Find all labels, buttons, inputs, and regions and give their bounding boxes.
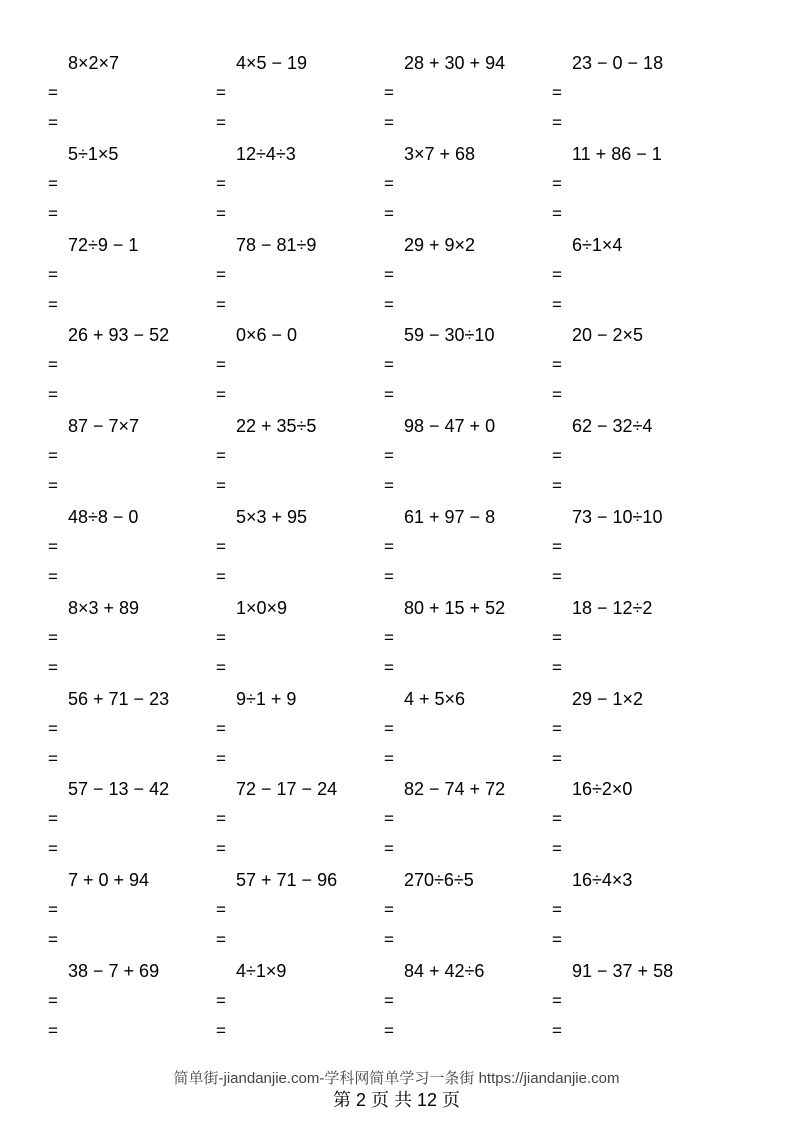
problem-item — [552, 870, 720, 961]
problem-item — [216, 144, 384, 235]
equals-sign: = — [552, 355, 562, 375]
equals-sign: = — [384, 839, 394, 859]
equals-sign: = — [384, 567, 394, 586]
problem-expression: 80 + 15 + 52 — [404, 597, 506, 618]
equals-sign: = — [216, 809, 226, 829]
problem-expression: 4÷1×9 — [236, 961, 287, 981]
equals-sign: = — [216, 930, 226, 950]
problem-expression: 38 − 7 + 69 — [68, 961, 160, 981]
problem-expression: 6÷1×4 — [572, 234, 623, 255]
problem-item — [552, 144, 720, 235]
problem-item — [216, 416, 384, 507]
problem-item — [552, 598, 720, 689]
equals-sign: = — [48, 476, 58, 496]
equals-sign: = — [552, 930, 562, 950]
problem-expression: 57 + 71 − 96 — [236, 870, 338, 891]
equals-sign: = — [384, 264, 394, 284]
problem-expression: 57 − 13 − 42 — [68, 779, 170, 800]
equals-sign: = — [384, 1021, 394, 1040]
problem-expression: 26 + 93 − 52 — [68, 325, 170, 346]
problem-item — [48, 144, 216, 235]
problem-item — [384, 53, 552, 144]
equals-sign: = — [48, 264, 58, 284]
equals-sign: = — [48, 446, 58, 466]
problem-item — [384, 689, 552, 780]
equals-sign: = — [216, 537, 226, 556]
problem-item — [552, 416, 720, 507]
problem-expression: 28 + 30 + 94 — [404, 53, 506, 73]
problem-expression: 78 − 81÷9 — [236, 234, 317, 255]
equals-sign: = — [384, 900, 394, 920]
equals-sign: = — [552, 476, 562, 496]
problem-expression: 4×5 − 19 — [236, 53, 308, 73]
equals-sign: = — [216, 657, 226, 677]
equals-sign: = — [48, 1021, 58, 1040]
equals-sign: = — [216, 476, 226, 496]
equals-sign: = — [552, 294, 562, 314]
equals-sign: = — [48, 930, 58, 950]
problem-item — [216, 689, 384, 780]
equals-sign: = — [384, 930, 394, 950]
problem-expression: 9÷1 + 9 — [236, 688, 297, 709]
equals-sign: = — [216, 83, 226, 102]
problem-expression: 16÷4×3 — [572, 870, 633, 891]
problem-expression: 1×0×9 — [236, 597, 288, 618]
equals-sign: = — [216, 748, 226, 768]
equals-sign: = — [216, 991, 226, 1010]
problem-item — [384, 961, 552, 1052]
equals-sign: = — [552, 900, 562, 920]
equals-sign: = — [216, 264, 226, 284]
problem-expression: 29 − 1×2 — [572, 688, 644, 709]
problem-expression: 8×3 + 89 — [68, 597, 140, 618]
equals-sign: = — [552, 567, 562, 586]
equals-sign: = — [48, 809, 58, 829]
problem-expression: 61 + 97 − 8 — [404, 507, 496, 527]
equals-sign: = — [552, 657, 562, 677]
equals-sign: = — [384, 355, 394, 375]
equals-sign: = — [384, 203, 394, 223]
equals-sign: = — [384, 113, 394, 132]
problem-item — [216, 507, 384, 598]
equals-sign: = — [48, 203, 58, 223]
problem-item — [216, 53, 384, 144]
problem-item — [48, 598, 216, 689]
equals-sign: = — [216, 718, 226, 738]
problem-item — [216, 598, 384, 689]
problem-expression: 20 − 2×5 — [572, 325, 644, 346]
problem-expression: 0×6 − 0 — [236, 325, 298, 346]
problem-item — [552, 507, 720, 598]
footer-source-text: 简单街-jiandanjie.com-学科网简单学习一条街 https://jiandanjie.com — [173, 1070, 620, 1087]
equals-sign: = — [384, 809, 394, 829]
problem-expression: 16÷2×0 — [572, 779, 633, 800]
equals-sign: = — [552, 537, 562, 556]
equals-sign: = — [48, 83, 58, 102]
problem-item — [384, 325, 552, 416]
equals-sign: = — [216, 900, 226, 920]
problem-expression: 5×3 + 95 — [236, 507, 308, 527]
problem-item — [384, 598, 552, 689]
equals-sign: = — [48, 385, 58, 405]
problem-item — [48, 53, 216, 144]
equals-sign: = — [48, 839, 58, 859]
equals-sign: = — [48, 627, 58, 647]
equals-sign: = — [384, 537, 394, 556]
problem-expression: 84 + 42÷6 — [404, 961, 485, 981]
problem-expression: 12÷4÷3 — [236, 143, 296, 164]
equals-sign: = — [552, 83, 562, 102]
equals-sign: = — [384, 446, 394, 466]
equals-sign: = — [552, 718, 562, 738]
problem-item — [384, 779, 552, 870]
problem-item — [216, 779, 384, 870]
equals-sign: = — [384, 83, 394, 102]
problem-item — [552, 235, 720, 326]
problem-item — [552, 779, 720, 870]
equals-sign: = — [384, 385, 394, 405]
problem-item — [48, 689, 216, 780]
equals-sign: = — [552, 627, 562, 647]
equals-sign: = — [48, 718, 58, 738]
problem-expression: 29 + 9×2 — [404, 234, 476, 255]
equals-sign: = — [48, 355, 58, 375]
problem-expression: 72 − 17 − 24 — [236, 779, 338, 800]
problem-expression: 5÷1×5 — [68, 143, 119, 164]
problem-expression: 56 + 71 − 23 — [68, 688, 170, 709]
equals-sign: = — [384, 476, 394, 496]
problem-item — [48, 325, 216, 416]
equals-sign: = — [552, 385, 562, 405]
problem-expression: 23 − 0 − 18 — [572, 53, 664, 73]
equals-sign: = — [48, 748, 58, 768]
problem-item — [552, 961, 720, 1052]
equals-sign: = — [552, 991, 562, 1010]
equals-sign: = — [384, 173, 394, 193]
equals-sign: = — [384, 657, 394, 677]
equals-sign: = — [552, 1021, 562, 1040]
equals-sign: = — [384, 294, 394, 314]
equals-sign: = — [384, 627, 394, 647]
problem-expression: 18 − 12÷2 — [572, 597, 653, 618]
equals-sign: = — [552, 113, 562, 132]
problem-expression: 59 − 30÷10 — [404, 325, 495, 346]
problem-item — [216, 235, 384, 326]
problem-expression: 22 + 35÷5 — [236, 416, 317, 437]
equals-sign: = — [384, 748, 394, 768]
equals-sign: = — [48, 900, 58, 920]
problem-item — [48, 507, 216, 598]
equals-sign: = — [216, 385, 226, 405]
problem-expression: 48÷8 − 0 — [68, 507, 139, 527]
problem-expression: 87 − 7×7 — [68, 416, 140, 437]
equals-sign: = — [216, 173, 226, 193]
equals-sign: = — [552, 264, 562, 284]
equals-sign: = — [48, 991, 58, 1010]
equals-sign: = — [216, 1021, 226, 1040]
equals-sign: = — [552, 839, 562, 859]
equals-sign: = — [48, 113, 58, 132]
problem-expression: 82 − 74 + 72 — [404, 779, 506, 800]
problem-item — [384, 144, 552, 235]
problem-item — [48, 870, 216, 961]
problem-item — [48, 416, 216, 507]
equals-sign: = — [216, 203, 226, 223]
problem-item — [48, 235, 216, 326]
problem-item — [552, 325, 720, 416]
problem-item — [384, 235, 552, 326]
equals-sign: = — [384, 718, 394, 738]
equals-sign: = — [552, 446, 562, 466]
equals-sign: = — [552, 748, 562, 768]
problem-expression: 91 − 37 + 58 — [572, 961, 674, 981]
equals-sign: = — [48, 173, 58, 193]
problem-expression: 270÷6÷5 — [404, 870, 474, 891]
problem-expression: 98 − 47 + 0 — [404, 416, 496, 437]
equals-sign: = — [216, 567, 226, 586]
equals-sign: = — [216, 627, 226, 647]
problem-item — [384, 416, 552, 507]
problem-item — [216, 961, 384, 1052]
equals-sign: = — [552, 173, 562, 193]
problem-item — [384, 870, 552, 961]
problem-item — [48, 779, 216, 870]
problem-item — [552, 53, 720, 144]
equals-sign: = — [216, 839, 226, 859]
equals-sign: = — [216, 446, 226, 466]
problem-item — [216, 870, 384, 961]
problem-expression: 62 − 32÷4 — [572, 416, 653, 437]
problem-expression: 7 + 0 + 94 — [68, 870, 150, 891]
equals-sign: = — [48, 567, 58, 586]
equals-sign: = — [216, 113, 226, 132]
problem-item — [384, 507, 552, 598]
problem-item — [48, 961, 216, 1052]
equals-sign: = — [216, 355, 226, 375]
equals-sign: = — [552, 809, 562, 829]
problem-item — [216, 325, 384, 416]
equals-sign: = — [216, 294, 226, 314]
problem-expression: 72÷9 − 1 — [68, 234, 139, 255]
equals-sign: = — [384, 991, 394, 1010]
problem-expression: 8×2×7 — [68, 53, 120, 73]
problem-expression: 11 + 86 − 1 — [572, 143, 662, 164]
equals-sign: = — [552, 203, 562, 223]
problem-expression: 3×7 + 68 — [404, 143, 476, 164]
problem-item — [552, 689, 720, 780]
equals-sign: = — [48, 294, 58, 314]
problem-expression: 4 + 5×6 — [404, 688, 466, 709]
equals-sign: = — [48, 657, 58, 677]
equals-sign: = — [48, 537, 58, 556]
problem-expression: 73 − 10÷10 — [572, 507, 663, 527]
page-number: 第 2 页 共 12 页 — [332, 1090, 461, 1110]
